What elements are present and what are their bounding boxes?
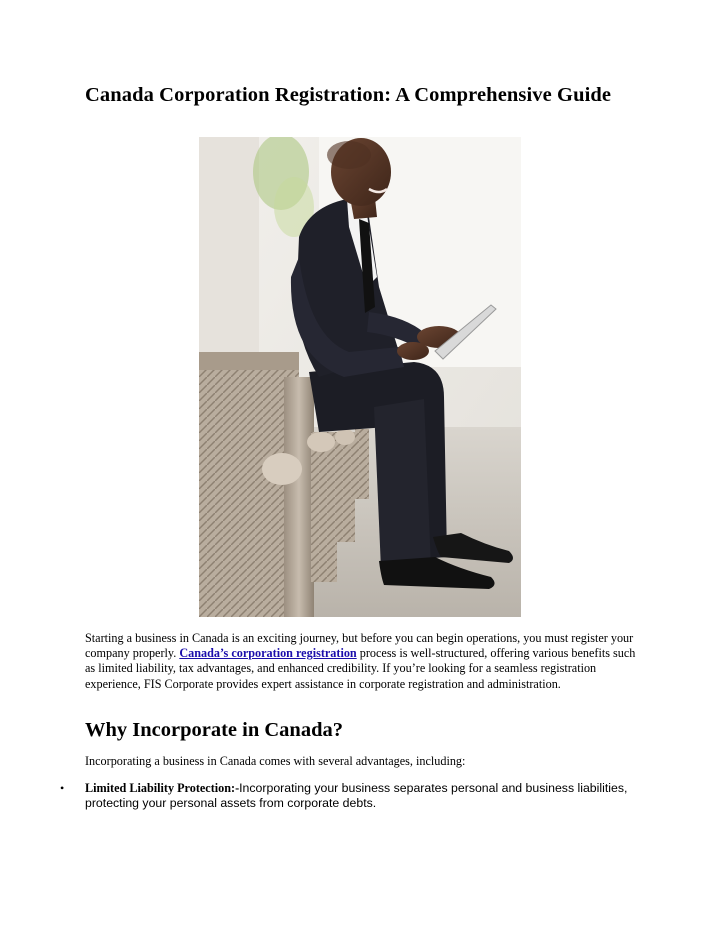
intro-text-after-link: process is well-structured, offering various benefits such as limited liability, tax advantages, and enhanced credibility. If you’re looking for a seamless registration experience, FIS Corporate provides expert assistance in corporate registration and administration. [85,646,636,691]
section-heading: Why Incorporate in Canada? [85,719,343,741]
section-lead: Incorporating a business in Canada comes with several advantages, including: [85,754,466,768]
businessman-with-tablet-icon [199,137,521,617]
bullet-lead-in: Limited Liability Protection:- [85,781,240,795]
bullet-text: Incorporating your business separates personal and business liabilities, protecting your personal assets from corporate debts. [85,781,628,810]
corporation-registration-link[interactable]: Canada’s corporation registration [179,646,357,661]
list-item [60,781,660,811]
page-title: Canada Corporation Registration: A Comprehensive Guide [85,84,612,106]
businessman-photo [199,137,521,617]
bullet-icon: • [60,781,65,795]
intro-paragraph [85,631,645,692]
advantages-list [60,781,660,811]
intro-text-before-link: Starting a business in Canada is an exciting journey, but before you can begin operations, you must register your company properly. [85,631,634,661]
